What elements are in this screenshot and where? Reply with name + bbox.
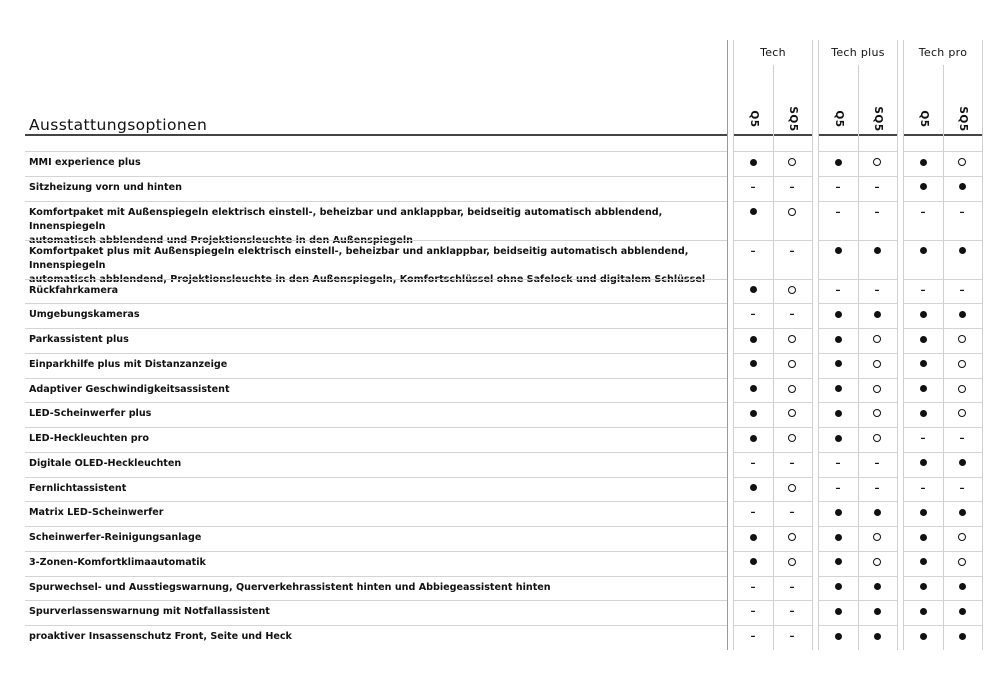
- table-row: [0, 402, 991, 427]
- optional-circle: [942, 557, 982, 569]
- row-label: Spurverlassenswarnung mit Notfallassistent: [29, 606, 270, 618]
- row-divider: [904, 176, 982, 177]
- row-divider: [819, 353, 897, 354]
- standard-dot: [733, 384, 773, 396]
- standard-dot: [818, 631, 858, 643]
- standard-dot: [942, 309, 982, 321]
- table-row: [0, 240, 991, 279]
- optional-circle: [772, 483, 812, 495]
- row-divider: [734, 353, 812, 354]
- row-divider: [25, 201, 727, 202]
- model-header-techplus-sq5: SQ5: [872, 106, 884, 132]
- standard-dot: [818, 157, 858, 169]
- row-divider: [819, 526, 897, 527]
- optional-circle: [857, 557, 897, 569]
- optional-circle: [942, 359, 982, 371]
- not-available-dash: –: [874, 181, 880, 193]
- table-row: [0, 452, 991, 477]
- row-divider: [904, 600, 982, 601]
- standard-dot: [818, 507, 858, 519]
- row-label: 3-Zonen-Komfortklimaautomatik: [29, 556, 206, 568]
- optional-circle: [772, 334, 812, 346]
- standard-dot: [942, 246, 982, 258]
- row-divider: [904, 328, 982, 329]
- not-available-dash: –: [920, 206, 926, 218]
- standard-dot: [733, 557, 773, 569]
- not-available-dash: –: [750, 507, 756, 519]
- standard-dot: [857, 246, 897, 258]
- not-available-dash: –: [874, 206, 880, 218]
- standard-dot: [903, 606, 943, 618]
- table-row: [0, 201, 991, 240]
- standard-dot: [903, 334, 943, 346]
- not-available-dash: –: [789, 631, 795, 642]
- row-divider: [819, 151, 897, 152]
- standard-dot: [942, 507, 982, 519]
- row-divider: [734, 303, 812, 304]
- standard-dot: [903, 359, 943, 371]
- standard-dot: [733, 483, 773, 495]
- standard-dot: [818, 582, 858, 594]
- standard-dot: [903, 157, 943, 169]
- row-label: MMI experience plus: [29, 157, 141, 168]
- optional-circle: [772, 557, 812, 569]
- table-row: [0, 625, 991, 650]
- row-label: Komfortpaket mit Außenspiegeln elektrisch einstell-, beheizbar und anklappbar, beidseitig automatisch abblendend, Innenspiegeln: [29, 206, 663, 232]
- table-row: [0, 600, 991, 625]
- standard-dot: [818, 334, 858, 346]
- not-available-dash: –: [835, 181, 841, 193]
- optional-circle: [942, 408, 982, 420]
- not-available-dash: –: [750, 181, 756, 193]
- row-divider: [734, 151, 812, 152]
- row-label: Fernlichtassistent: [29, 482, 127, 494]
- not-available-dash: –: [789, 507, 795, 519]
- standard-dot: [903, 408, 943, 420]
- row-divider: [734, 378, 812, 379]
- standard-dot: [818, 309, 858, 321]
- optional-circle: [772, 433, 812, 445]
- table-row: [0, 328, 991, 353]
- standard-dot: [857, 606, 897, 618]
- not-available-dash: –: [920, 284, 926, 296]
- table-row: [0, 378, 991, 403]
- standard-dot: [818, 408, 858, 420]
- not-available-dash: –: [789, 181, 795, 193]
- model-header-tech-sq5: SQ5: [787, 106, 799, 132]
- table-row: [0, 576, 991, 601]
- optional-circle: [772, 384, 812, 396]
- row-divider: [819, 402, 897, 403]
- optional-circle: [857, 334, 897, 346]
- table-row: [0, 279, 991, 304]
- row-divider: [904, 201, 982, 202]
- optional-circle: [772, 207, 812, 219]
- not-available-dash: –: [750, 309, 756, 321]
- standard-dot: [733, 285, 773, 297]
- row-divider: [904, 151, 982, 152]
- row-divider: [819, 576, 897, 577]
- row-label: Komfortpaket plus mit Außenspiegeln elektrisch einstell-, beheizbar und anklappbar, beidseitig automatisch abblendend, Innenspiegeln: [29, 245, 689, 271]
- standard-dot: [903, 246, 943, 258]
- row-divider: [819, 279, 897, 280]
- row-divider: [819, 328, 897, 329]
- row-divider: [819, 427, 897, 428]
- standard-dot: [818, 433, 858, 445]
- row-divider: [819, 551, 897, 552]
- not-available-dash: –: [789, 245, 795, 257]
- group-header-tech-plus: Tech plus: [831, 46, 885, 59]
- not-available-dash: –: [835, 284, 841, 296]
- standard-dot: [818, 359, 858, 371]
- standard-dot: [818, 246, 858, 258]
- row-divider: [734, 452, 812, 453]
- standard-dot: [818, 532, 858, 544]
- standard-dot: [903, 182, 943, 194]
- table-row: [0, 353, 991, 378]
- table-row: [0, 176, 991, 201]
- optional-circle: [857, 384, 897, 396]
- standard-dot: [903, 557, 943, 569]
- row-divider: [25, 477, 727, 478]
- model-header-tech-q5: Q5: [748, 110, 760, 128]
- row-divider: [25, 452, 727, 453]
- group-header-tech: Tech: [760, 46, 786, 59]
- row-divider: [904, 477, 982, 478]
- row-divider: [734, 176, 812, 177]
- standard-dot: [857, 582, 897, 594]
- standard-dot: [942, 582, 982, 594]
- standard-dot: [818, 384, 858, 396]
- optional-circle: [942, 157, 982, 169]
- standard-dot: [903, 631, 943, 643]
- row-divider: [904, 240, 982, 241]
- row-divider: [734, 201, 812, 202]
- table-row: [0, 427, 991, 452]
- standard-dot: [903, 532, 943, 544]
- row-divider: [904, 427, 982, 428]
- row-divider: [734, 551, 812, 552]
- not-available-dash: –: [959, 206, 965, 218]
- optional-circle: [772, 285, 812, 297]
- standard-dot: [733, 408, 773, 420]
- row-divider: [25, 353, 727, 354]
- row-divider: [25, 378, 727, 379]
- not-available-dash: –: [874, 457, 880, 469]
- row-divider: [734, 477, 812, 478]
- row-label: Matrix LED-Scheinwerfer: [29, 507, 164, 519]
- standard-dot: [733, 359, 773, 371]
- row-divider: [734, 402, 812, 403]
- standard-dot: [903, 582, 943, 594]
- not-available-dash: –: [750, 581, 756, 593]
- row-divider: [904, 303, 982, 304]
- group-header-tech-pro: Tech pro: [918, 46, 968, 59]
- title-underline: [25, 134, 728, 136]
- optional-circle: [857, 433, 897, 445]
- standard-dot: [903, 384, 943, 396]
- not-available-dash: –: [920, 482, 926, 494]
- row-divider: [904, 378, 982, 379]
- row-divider: [904, 353, 982, 354]
- row-divider: [734, 526, 812, 527]
- row-label: Rückfahrkamera: [29, 284, 119, 296]
- row-label: Spurwechsel- und Ausstiegswarnung, Querverkehrassistent hinten und Abbiegeassistent hinten: [29, 581, 551, 593]
- table-row: [0, 477, 991, 502]
- not-available-dash: –: [835, 482, 841, 494]
- row-divider: [904, 501, 982, 502]
- row-divider: [734, 279, 812, 280]
- not-available-dash: –: [750, 631, 756, 642]
- standard-dot: [857, 507, 897, 519]
- not-available-dash: –: [959, 284, 965, 296]
- row-divider: [734, 501, 812, 502]
- optional-circle: [942, 532, 982, 544]
- row-divider: [25, 551, 727, 552]
- standard-dot: [818, 557, 858, 569]
- model-header-techpro-sq5: SQ5: [957, 106, 969, 132]
- table-row: [0, 303, 991, 328]
- row-label: Scheinwerfer-Reinigungsanlage: [29, 532, 202, 543]
- row-label: Parkassistent plus: [29, 334, 129, 345]
- not-available-dash: –: [750, 457, 756, 469]
- row-divider: [819, 600, 897, 601]
- not-available-dash: –: [920, 433, 926, 444]
- row-divider: [25, 625, 727, 626]
- row-divider: [904, 576, 982, 577]
- row-label: LED-Heckleuchten pro: [29, 433, 149, 444]
- row-divider: [25, 328, 727, 329]
- row-divider: [904, 452, 982, 453]
- standard-dot: [903, 507, 943, 519]
- row-divider: [819, 303, 897, 304]
- standard-dot: [942, 606, 982, 618]
- optional-circle: [772, 408, 812, 420]
- row-divider: [25, 151, 727, 152]
- row-label: proaktiver Insassenschutz Front, Seite und Heck: [29, 631, 292, 642]
- row-divider: [25, 427, 727, 428]
- standard-dot: [942, 631, 982, 643]
- standard-dot: [942, 182, 982, 194]
- model-header-techpro-q5: Q5: [918, 110, 930, 128]
- not-available-dash: –: [959, 433, 965, 444]
- row-label: Sitzheizung vorn und hinten: [29, 181, 182, 193]
- optional-circle: [857, 532, 897, 544]
- optional-circle: [772, 532, 812, 544]
- not-available-dash: –: [959, 482, 965, 494]
- table-title: Ausstattungsoptionen: [29, 116, 208, 134]
- row-divider: [734, 240, 812, 241]
- row-divider: [819, 378, 897, 379]
- row-divider: [25, 501, 727, 502]
- not-available-dash: –: [874, 284, 880, 296]
- row-divider: [734, 427, 812, 428]
- row-divider: [25, 176, 727, 177]
- optional-circle: [857, 359, 897, 371]
- row-label: Adaptiver Geschwindigkeitsassistent: [29, 383, 230, 395]
- row-label: Einparkhilfe plus mit Distanzanzeige: [29, 358, 228, 370]
- optional-circle: [772, 157, 812, 169]
- row-divider: [734, 600, 812, 601]
- row-divider: [819, 477, 897, 478]
- table-row: [0, 151, 991, 176]
- not-available-dash: –: [750, 606, 756, 618]
- standard-dot: [733, 334, 773, 346]
- standard-dot: [818, 606, 858, 618]
- not-available-dash: –: [750, 245, 756, 257]
- row-divider: [25, 526, 727, 527]
- optional-circle: [857, 408, 897, 420]
- table-row: [0, 526, 991, 551]
- row-label: LED-Scheinwerfer plus: [29, 408, 152, 420]
- not-available-dash: –: [789, 581, 795, 593]
- row-label: Umgebungskameras: [29, 309, 140, 321]
- standard-dot: [733, 433, 773, 445]
- not-available-dash: –: [789, 309, 795, 321]
- row-divider: [819, 176, 897, 177]
- row-divider: [819, 625, 897, 626]
- row-divider: [25, 600, 727, 601]
- standard-dot: [857, 309, 897, 321]
- row-divider: [819, 501, 897, 502]
- not-available-dash: –: [789, 606, 795, 618]
- row-divider: [904, 279, 982, 280]
- row-divider: [25, 240, 727, 241]
- standard-dot: [857, 631, 897, 643]
- row-divider: [734, 576, 812, 577]
- row-divider: [819, 201, 897, 202]
- model-header-techplus-q5: Q5: [833, 110, 845, 128]
- optional-circle: [942, 334, 982, 346]
- row-divider: [25, 576, 727, 577]
- row-divider: [734, 328, 812, 329]
- row-divider: [904, 625, 982, 626]
- row-divider: [904, 526, 982, 527]
- row-divider: [819, 240, 897, 241]
- table-row: [0, 551, 991, 576]
- standard-dot: [733, 532, 773, 544]
- row-label: Digitale OLED-Heckleuchten: [29, 457, 182, 469]
- row-divider: [904, 402, 982, 403]
- row-divider: [904, 551, 982, 552]
- standard-dot: [733, 157, 773, 169]
- row-divider: [819, 452, 897, 453]
- standard-dot: [733, 207, 773, 219]
- not-available-dash: –: [835, 457, 841, 469]
- row-divider: [25, 402, 727, 403]
- standard-dot: [942, 458, 982, 470]
- not-available-dash: –: [789, 457, 795, 469]
- table-row: [0, 501, 991, 526]
- optional-circle: [857, 157, 897, 169]
- optional-circle: [772, 359, 812, 371]
- optional-circle: [942, 384, 982, 396]
- not-available-dash: –: [835, 206, 841, 218]
- row-divider: [25, 279, 727, 280]
- standard-dot: [903, 309, 943, 321]
- row-divider: [734, 625, 812, 626]
- not-available-dash: –: [874, 482, 880, 494]
- standard-dot: [903, 458, 943, 470]
- row-divider: [25, 303, 727, 304]
